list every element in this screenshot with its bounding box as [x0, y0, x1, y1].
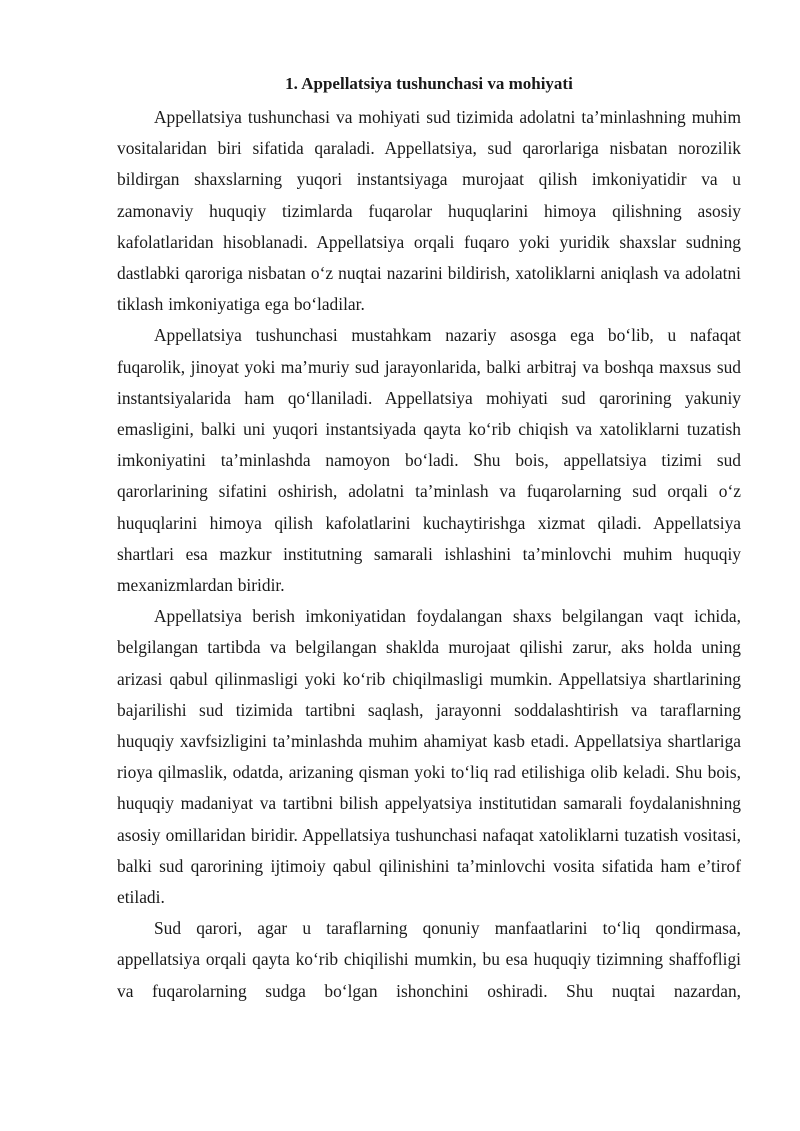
paragraph-3: Appellatsiya berish imkoniyatidan foydalangan shaxs belgilangan vaqt ichida, belgilangan tartibda va belgilangan shaklda murojaat qilishi zarur, aks holda uning arizasi qabul qilinmasligi yoki ko‘rib chiqilmasligi mumkin. Appellatsiya shartlarining bajarilishi sud tizimida tartibni saqlash, jarayonni soddalashtirish va taraflarning huquqiy xavfsizligini ta’minlashda muhim ahamiyat kasb etadi. Appellatsiya shartlariga rioya qilmaslik, odatda, arizaning qisman yoki to‘liq rad etilishiga olib keladi. Shu bois, huquqiy madaniyat va tartibni bilish appelyatsiya institutidan samarali foydalanishning asosiy omillaridan biridir. Appellatsiya tushunchasi nafaqat xatoliklarni tuzatish vositasi, balki sud qarorining ijtimoiy qabul qilinishini ta’minlovchi vosita sifatida ham e’tirof etiladi. — [117, 606, 741, 908]
paragraph-1: Appellatsiya tushunchasi va mohiyati sud tizimida adolatni ta’minlashning muhim vositalaridan biri sifatida qaraladi. Appellatsiya, sud qarorlariga nisbatan norozilik bildirgan shaxslarning yuqori instantsiyaga murojaat qilish imkoniyatidir va u zamonaviy huquqiy tizimlarda fuqarolar huquqlarini himoya qilishning asosiy kafolatlaridan hisoblanadi. Appellatsiya orqali fuqaro yoki yuridik shaxslar sudning dastlabki qaroriga nisbatan o‘z nuqtai nazarini bildirish, xatoliklarni aniqlash va adolatni tiklash imkoniyatiga ega bo‘ladilar. — [117, 107, 741, 315]
section-heading: 1. Appellatsiya tushunchasi va mohiyati — [285, 74, 573, 93]
document-body — [117, 70, 741, 1007]
paragraph-2: Appellatsiya tushunchasi mustahkam nazariy asosga ega bo‘lib, u nafaqat fuqarolik, jinoyat yoki ma’muriy sud jarayonlarida, balki arbitraj va boshqa maxsus sud instantsiyalarida ham qo‘llaniladi. Appellatsiya mohiyati sud qarorining yakuniy emasligini, balki uni yuqori instantsiyada qayta ko‘rib chiqish va xatoliklarni tuzatish imkoniyatini ta’minlashda namoyon bo‘ladi. Shu bois, appellatsiya tizimi sud qarorlarining sifatini oshirish, adolatni ta’minlash va fuqarolarning sud orqali o‘z huquqlarini himoya qilish kafolatlarini kuchaytirishga xizmat qiladi. Appellatsiya shartlari esa mazkur institutning samarali ishlashini ta’minlovchi muhim huquqiy mexanizmlardan biridir. — [117, 325, 741, 596]
paragraph-4: Sud qarori, agar u taraflarning qonuniy manfaatlarini to‘liq qondirmasa, appellatsiya orqali qayta ko‘rib chiqilishi mumkin, bu esa huquqiy tizimning shaffofligi va fuqarolarning sudga bo‘lgan ishonchini oshiradi. Shu nuqtai nazardan, — [117, 918, 741, 1001]
